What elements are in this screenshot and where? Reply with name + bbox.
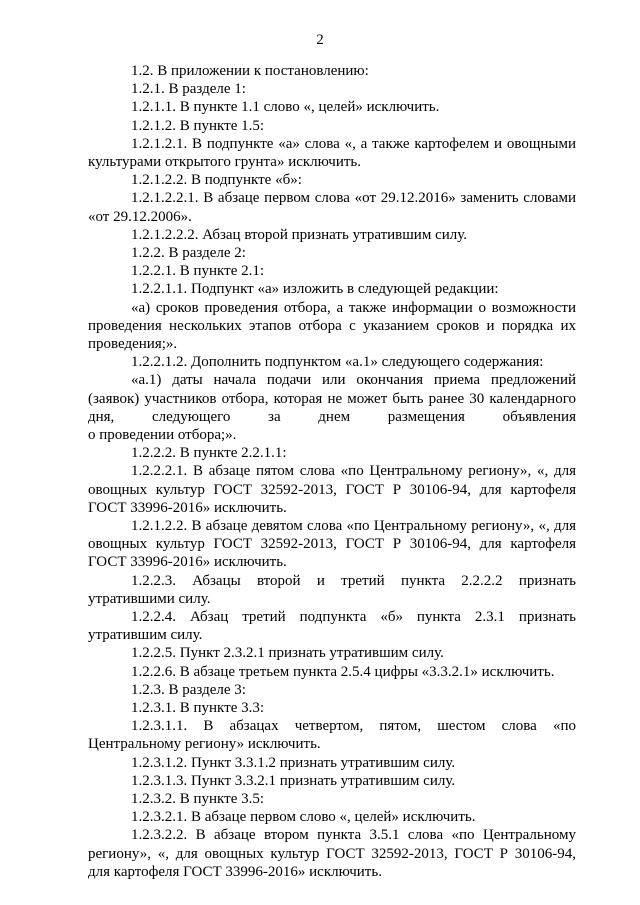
text-line: проведения;». — [88, 336, 178, 352]
text-line: 1.2.3.2.1. В абзаце первом слово «, целей» исключить. — [131, 809, 476, 826]
text-line: «а.1) даты начала подачи или окончания приема предложений — [131, 372, 576, 389]
text-line: 1.2.3.1.1. В абзацах четвертом, пятом, шестом слова «по — [131, 718, 576, 735]
text-line: проведения нескольких этапов отбора с указанием сроков и порядка их — [88, 317, 576, 334]
text-line: 1.2.3.1.2. Пункт 3.3.1.2 признать утратившим силу. — [131, 754, 456, 771]
text-line: для картофеля ГОСТ 33996-2016» исключить. — [88, 863, 382, 880]
text-line: «от 29.12.2006». — [88, 208, 192, 225]
text-line: 1.2.2.5. Пункт 2.3.2.1 признать утратившим силу. — [131, 645, 444, 662]
text-line: 1.2.3.1.3. Пункт 3.3.2.1 признать утратившим силу. — [131, 772, 456, 789]
text-line: овощных культур ГОСТ 32592-2013, ГОСТ Р 30106-94, для картофеля — [88, 481, 576, 498]
text-line: 1.2.3.2.2. В абзаце втором пункта 3.5.1 слова «по Центральному — [131, 827, 576, 844]
text-line: овощных культур ГОСТ 32592-2013, ГОСТ Р 30106-94, для картофеля — [88, 536, 576, 553]
text-line: 1.2.2. В разделе 2: — [131, 245, 246, 261]
text-line: 1.2.2.2.1. В абзаце пятом слова «по Центральному региону», «, для — [131, 463, 576, 480]
text-line: «а) сроков проведения отбора, а также информации о возможности — [131, 299, 576, 316]
text-line: 1.2.2.1.2. Дополнить подпунктом «а.1» следующего содержания: — [131, 354, 544, 371]
text-line: региону», «, для овощных культур ГОСТ 32592-2013, ГОСТ Р 30106-94, — [88, 845, 576, 862]
text-line: 1.2.3.1. В пункте 3.3: — [131, 700, 265, 716]
text-line: 1.2. В приложении к постановлению: — [131, 63, 369, 79]
text-line: 1.2.3. В разделе 3: — [131, 681, 246, 698]
text-line: 1.2.3.2. В пункте 3.5: — [131, 791, 265, 807]
text-line: 1.2.2.2. В пункте 2.2.1.1: — [131, 445, 287, 462]
text-line: 1.2.2.1. В пункте 2.1: — [131, 263, 265, 280]
text-line: 1.2.1. В разделе 1: — [131, 81, 246, 98]
text-line: о проведении отбора;». — [88, 427, 237, 443]
text-line: ГОСТ 33996-2016» исключить. — [88, 554, 287, 571]
text-line: утратившими силу. — [88, 590, 211, 607]
text-line: 1.2.2.6. В абзаце третьем пункта 2.5.4 цифры «3.3.2.1» исключить. — [131, 663, 555, 680]
text-line: утратившим силу. — [88, 627, 203, 644]
text-line: (заявок) участников отбора, которая не может быть ранее 30 календарного — [88, 390, 576, 407]
text-line: 1.2.1.2.2.2. Абзац второй признать утратившим силу. — [131, 226, 467, 243]
text-line: 1.2.1.2.2. В абзаце девятом слова «по Центральному региону», «, для — [131, 518, 576, 534]
text-line: ГОСТ 33996-2016» исключить. — [88, 499, 287, 516]
text-line: 1.2.1.2.2.1. В абзаце первом слова «от 29.12.2016» заменить словами — [131, 190, 576, 207]
page-number: 2 — [316, 32, 324, 48]
text-line: 1.2.1.2.1. В подпункте «а» слова «, а также картофелем и овощными — [131, 135, 576, 152]
text-line: Центральному региону» исключить. — [88, 736, 321, 753]
text-line: 1.2.1.2.2. В подпункте «б»: — [131, 172, 302, 189]
text-line: культурами открытого грунта» исключить. — [88, 154, 362, 170]
text-line: 1.2.2.3. Абзацы второй и третий пункта 2.2.2.2 признать — [131, 572, 576, 589]
text-line: 1.2.1.1. В пункте 1.1 слово «, целей» исключить. — [131, 99, 440, 116]
text-line: 1.2.2.1.1. Подпункт «а» изложить в следующей редакции: — [131, 281, 499, 298]
text-line: 1.2.1.2. В пункте 1.5: — [131, 117, 265, 134]
text-line: дня, следующего за днем размещения объявления — [88, 408, 576, 425]
text-line: 1.2.2.4. Абзац третий подпункта «б» пункта 2.3.1 признать — [131, 609, 576, 625]
